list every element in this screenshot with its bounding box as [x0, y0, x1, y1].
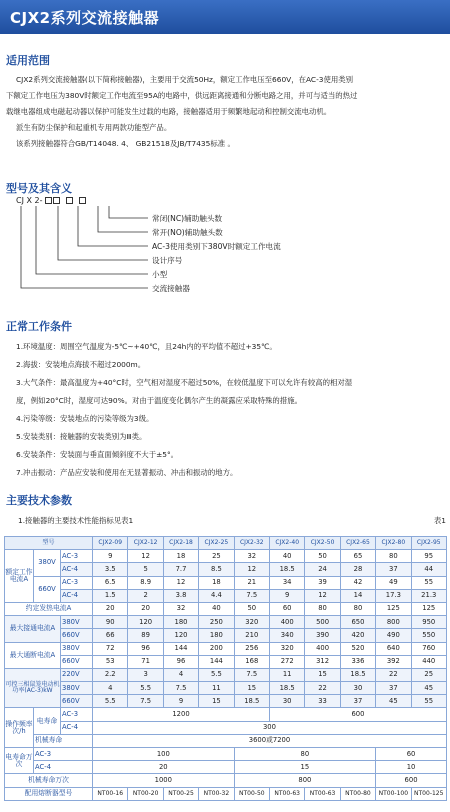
table-cell: 42: [340, 576, 375, 589]
fuse-cell: NT00-125: [411, 787, 446, 800]
table-cell: 6.5: [93, 576, 128, 589]
table-cell: 340: [269, 629, 304, 642]
table-cell: 18: [199, 576, 234, 589]
voltage-label: 660V: [34, 576, 61, 602]
table-cell: 80: [305, 602, 340, 615]
category-label: AC-4: [61, 589, 93, 602]
table-cell: 180: [199, 629, 234, 642]
table-cell: 80: [340, 602, 375, 615]
category-label: AC-3: [61, 576, 93, 589]
table-cell: 22: [376, 668, 411, 681]
sub-label: 电寿命: [34, 708, 61, 734]
table-cell: 7.5: [234, 668, 269, 681]
table-cell: 37: [340, 695, 375, 708]
table-caption: 1.接触器的主要技术性能指标见表1: [18, 516, 134, 525]
fuse-cell: NT00-63: [269, 787, 304, 800]
table-cell: 200: [199, 642, 234, 655]
table-cell: 120: [163, 629, 198, 642]
table-cell: 50: [234, 602, 269, 615]
table-row: [5, 629, 447, 642]
scope-line: 下额定工作电压为380V时额定工作电流至95A的电路中，供远距离接通和分断电路之用，并可与适当的热过: [6, 91, 358, 100]
table-cell: 250: [199, 616, 234, 629]
table-row: [5, 761, 447, 774]
table-cell: 168: [234, 655, 269, 668]
page-title: CJX2系列交流接触器: [10, 9, 160, 27]
table-cell: 650: [340, 616, 375, 629]
table-cell: 100: [93, 748, 235, 761]
table-cell: 640: [376, 642, 411, 655]
table-row: [5, 748, 447, 761]
table-cell: 21.3: [411, 589, 446, 602]
scope-line: 派生有防尘保护和起重机专用两款功能型产品。: [16, 123, 172, 132]
table-cell: 96: [163, 655, 198, 668]
table-cell: 15: [199, 695, 234, 708]
leader-line: [58, 206, 148, 260]
model-label: 设计序号: [152, 256, 183, 265]
table-cell: 37: [376, 563, 411, 576]
fuse-cell: NT00-32: [199, 787, 234, 800]
model-cell: CJX2-65: [340, 537, 375, 550]
table-cell: 9: [93, 550, 128, 563]
fuse-cell: NT00-100: [376, 787, 411, 800]
table-cell: 30: [340, 682, 375, 695]
table-cell: 320: [234, 616, 269, 629]
table-cell: 950: [411, 616, 446, 629]
table-cell: 9: [269, 589, 304, 602]
voltage-label: 660V: [61, 655, 93, 668]
voltage-label: 380V: [61, 616, 93, 629]
table-cell: 53: [93, 655, 128, 668]
table-cell: 33: [305, 695, 340, 708]
table-cell: 490: [376, 629, 411, 642]
table-cell: 17.3: [376, 589, 411, 602]
voltage-label: 660V: [61, 695, 93, 708]
table-cell: 9: [163, 695, 198, 708]
table-cell: 1200: [93, 708, 270, 721]
conditions-title: 正常工作条件: [6, 320, 72, 333]
table-cell: 34: [269, 576, 304, 589]
table-cell: 32: [234, 550, 269, 563]
table-cell: 4: [93, 682, 128, 695]
table-cell: 420: [340, 629, 375, 642]
table-cell: 65: [340, 550, 375, 563]
table-cell: 44: [411, 563, 446, 576]
condition-item: 5.安装类别：接触器的安装类别为Ⅲ类。: [16, 432, 147, 441]
table-cell: 18.5: [269, 563, 304, 576]
model-cell: CJX2-12: [128, 537, 163, 550]
row-label: 额定工作电流A: [5, 550, 34, 603]
table-cell: 32: [163, 602, 198, 615]
table-cell: 8.5: [199, 563, 234, 576]
table-cell: 14: [340, 589, 375, 602]
row-label: 最大通断电流A: [5, 642, 61, 668]
table-row: [5, 774, 447, 787]
table-row: [5, 734, 447, 747]
table-cell: 500: [305, 616, 340, 629]
table-cell: 4.4: [199, 589, 234, 602]
table-cell: 7.7: [163, 563, 198, 576]
table-cell: 800: [376, 616, 411, 629]
table-cell: 55: [411, 576, 446, 589]
table-cell: 30: [269, 695, 304, 708]
voltage-label: 380V: [34, 550, 61, 576]
table-row: [5, 602, 447, 615]
table-cell: 256: [234, 642, 269, 655]
table-cell: 210: [234, 629, 269, 642]
table-cell: 15: [234, 682, 269, 695]
table-cell: 20: [93, 602, 128, 615]
table-cell: 600: [269, 708, 446, 721]
table-row: [5, 550, 447, 563]
table-cell: 18: [163, 550, 198, 563]
table-cell: 18.5: [234, 695, 269, 708]
table-cell: 80: [234, 748, 376, 761]
voltage-label: 380V: [61, 642, 93, 655]
header-band: [0, 0, 450, 34]
table-cell: 50: [305, 550, 340, 563]
leader-line: [36, 206, 148, 274]
category-label: AC-4: [61, 721, 93, 734]
table-cell: 24: [305, 563, 340, 576]
table-cell: 3600或7200: [93, 734, 447, 747]
category-label: AC-4: [34, 761, 93, 774]
table-cell: 25: [411, 668, 446, 681]
table-row: [5, 655, 447, 668]
table-cell: 760: [411, 642, 446, 655]
table-cell: 5.5: [93, 695, 128, 708]
model-label: 常开(NO)辅助触头数: [152, 228, 223, 237]
table-cell: 600: [376, 774, 447, 787]
model-cell: CJX2-25: [199, 537, 234, 550]
leader-line: [78, 206, 148, 246]
table-cell: 336: [340, 655, 375, 668]
table-cell: 40: [199, 602, 234, 615]
row-label: 操作频率次/h: [5, 708, 34, 748]
table-cell: 45: [411, 682, 446, 695]
table-cell: 28: [340, 563, 375, 576]
table-cell: 1.5: [93, 589, 128, 602]
table-cell: 2: [128, 589, 163, 602]
table-row: [5, 589, 447, 602]
condition-item: 6.安装条件：安装面与垂直面倾斜度不大于±5°。: [16, 450, 179, 459]
table-number: 表1: [433, 516, 446, 525]
table-cell: 12: [234, 563, 269, 576]
table-cell: 520: [340, 642, 375, 655]
row-label: 约定发热电流A: [5, 602, 93, 615]
table-cell: 300: [93, 721, 447, 734]
table-cell: 5.5: [199, 668, 234, 681]
condition-item: 7.冲击振动：产品应安装和使用在无显著振动、冲击和振动的地方。: [16, 468, 238, 477]
row-label: 配用熔断器型号: [5, 787, 93, 800]
model-cell: CJX2-40: [269, 537, 304, 550]
category-label: AC-3: [61, 550, 93, 563]
model-cell: CJX2-18: [163, 537, 198, 550]
table-cell: 120: [128, 616, 163, 629]
leader-line: [98, 206, 148, 232]
spec-table: [4, 536, 447, 801]
table-row: [5, 576, 447, 589]
category-label: AC-3: [34, 748, 93, 761]
row-label: 最大接通电流A: [5, 616, 61, 642]
table-cell: 3.5: [93, 563, 128, 576]
table-row: [5, 682, 447, 695]
fuse-cell: NT00-80: [340, 787, 375, 800]
table-cell: 20: [93, 761, 235, 774]
scope-line: 该系列接触器符合GB/T14048. 4、 GB21518及JB/T7435标准 。: [16, 139, 235, 148]
table-cell: 37: [376, 682, 411, 695]
table-cell: 144: [199, 655, 234, 668]
table-cell: 144: [163, 642, 198, 655]
table-row: [5, 695, 447, 708]
table-cell: 2.2: [93, 668, 128, 681]
model-header-cell: 型号: [5, 537, 93, 550]
fuse-cell: NT00-16: [93, 787, 128, 800]
table-cell: 20: [128, 602, 163, 615]
sub-label: 机械寿命: [34, 734, 93, 747]
model-cell: CJX2-50: [305, 537, 340, 550]
model-code-prefix: CJ X 2-: [16, 196, 43, 205]
table-cell: 5: [128, 563, 163, 576]
table-cell: 45: [376, 695, 411, 708]
table-cell: 125: [376, 602, 411, 615]
table-cell: 49: [376, 576, 411, 589]
voltage-label: 220V: [61, 668, 93, 681]
scope-line: CJX2系列交流接触器(以下简称接触器)，主要用于交流50Hz，额定工作电压至660V，在AC-3使用类别: [16, 75, 354, 84]
table-cell: 1000: [93, 774, 235, 787]
scope-title: 适用范围: [6, 54, 50, 67]
table-cell: 39: [305, 576, 340, 589]
table-cell: 392: [376, 655, 411, 668]
model-label: AC-3使用类别下380V时额定工作电流: [152, 242, 281, 251]
condition-item: 2.海拔：安装地点海拔不超过2000m。: [16, 360, 146, 369]
leader-line: [109, 206, 148, 218]
table-cell: 22: [305, 682, 340, 695]
table-cell: 12: [128, 550, 163, 563]
table-cell: 8.9: [128, 576, 163, 589]
voltage-label: 660V: [61, 629, 93, 642]
table-cell: 40: [269, 550, 304, 563]
table-cell: 96: [128, 642, 163, 655]
fuse-cell: NT00-63: [305, 787, 340, 800]
table-cell: 89: [128, 629, 163, 642]
table-cell: 11: [199, 682, 234, 695]
condition-item: 度，例如20°C时，湿度可达90%。对由于温度变化偶尔产生的凝露应采取特殊的措施。: [16, 396, 302, 405]
table-cell: 180: [163, 616, 198, 629]
table-cell: 3: [128, 668, 163, 681]
table-row: [5, 616, 447, 629]
table-cell: 390: [305, 629, 340, 642]
table-row: [5, 668, 447, 681]
row-label: 可控三相鼠笼电动机功率(AC-3)kW: [5, 668, 61, 708]
table-cell: 10: [376, 761, 447, 774]
table-row: [5, 642, 447, 655]
table-cell: 55: [411, 695, 446, 708]
table-cell: 11: [269, 668, 304, 681]
table-cell: 15: [234, 761, 376, 774]
table-cell: 18.5: [269, 682, 304, 695]
table-cell: 320: [269, 642, 304, 655]
table-cell: 4: [163, 668, 198, 681]
model-cell: CJX2-32: [234, 537, 269, 550]
table-row: [5, 787, 447, 800]
table-cell: 800: [234, 774, 376, 787]
model-diagram: [16, 196, 281, 296]
table-row: [5, 708, 447, 721]
table-cell: 400: [305, 642, 340, 655]
table-cell: 71: [128, 655, 163, 668]
table-cell: 60: [269, 602, 304, 615]
model-label: 交流接触器: [152, 284, 190, 293]
row-label: 机械寿命万次: [5, 774, 93, 787]
fuse-cell: NT00-20: [128, 787, 163, 800]
table-cell: 80: [376, 550, 411, 563]
table-row: [5, 721, 447, 734]
table-cell: 12: [163, 576, 198, 589]
table-cell: 440: [411, 655, 446, 668]
model-cell: CJX2-95: [411, 537, 446, 550]
model-title: 型号及其含义: [6, 182, 72, 195]
table-cell: 3.8: [163, 589, 198, 602]
row-label: 电寿命万次: [5, 748, 34, 774]
table-row: [5, 563, 447, 576]
tech-title: 主要技术参数: [6, 494, 72, 507]
table-header-row: [5, 537, 447, 550]
voltage-label: 380V: [61, 682, 93, 695]
table-cell: 95: [411, 550, 446, 563]
category-label: AC-3: [61, 708, 93, 721]
table-cell: 90: [93, 616, 128, 629]
condition-item: 4.污染等级：安装地点的污染等级为3级。: [16, 414, 154, 423]
condition-item: 1.环境温度：周围空气温度为-5℃~+40℃，且24h内的平均值不超过+35℃。: [16, 342, 277, 351]
table-cell: 400: [269, 616, 304, 629]
fuse-cell: NT00-25: [163, 787, 198, 800]
table-cell: 5.5: [128, 682, 163, 695]
category-label: AC-4: [61, 563, 93, 576]
table-cell: 7.5: [163, 682, 198, 695]
table-cell: 12: [305, 589, 340, 602]
model-label: 小型: [152, 270, 168, 279]
model-cell: CJX2-09: [93, 537, 128, 550]
table-cell: 272: [269, 655, 304, 668]
table-cell: 25: [199, 550, 234, 563]
model-label: 常闭(NC)辅助触头数: [152, 214, 223, 223]
fuse-cell: NT00-50: [234, 787, 269, 800]
conditions-list: [16, 338, 446, 482]
scope-text: [6, 72, 446, 152]
table-cell: 60: [376, 748, 447, 761]
table-cell: 66: [93, 629, 128, 642]
scope-line: 载继电器组成电磁起动器以保护可能发生过载的电路，接触器适用于频繁地起动和控制交流电动机。: [6, 107, 332, 116]
table-cell: 7.5: [128, 695, 163, 708]
table-cell: 312: [305, 655, 340, 668]
table-cell: 21: [234, 576, 269, 589]
table-cell: 18.5: [340, 668, 375, 681]
table-cell: 7.5: [234, 589, 269, 602]
model-cell: CJX2-80: [376, 537, 411, 550]
table-cell: 550: [411, 629, 446, 642]
table-cell: 15: [305, 668, 340, 681]
table-cell: 125: [411, 602, 446, 615]
condition-item: 3.大气条件：最高温度为+40°C时，空气相对湿度不超过50%，在较低温度下可以允许有较高的相对湿: [16, 378, 353, 387]
table-cell: 72: [93, 642, 128, 655]
